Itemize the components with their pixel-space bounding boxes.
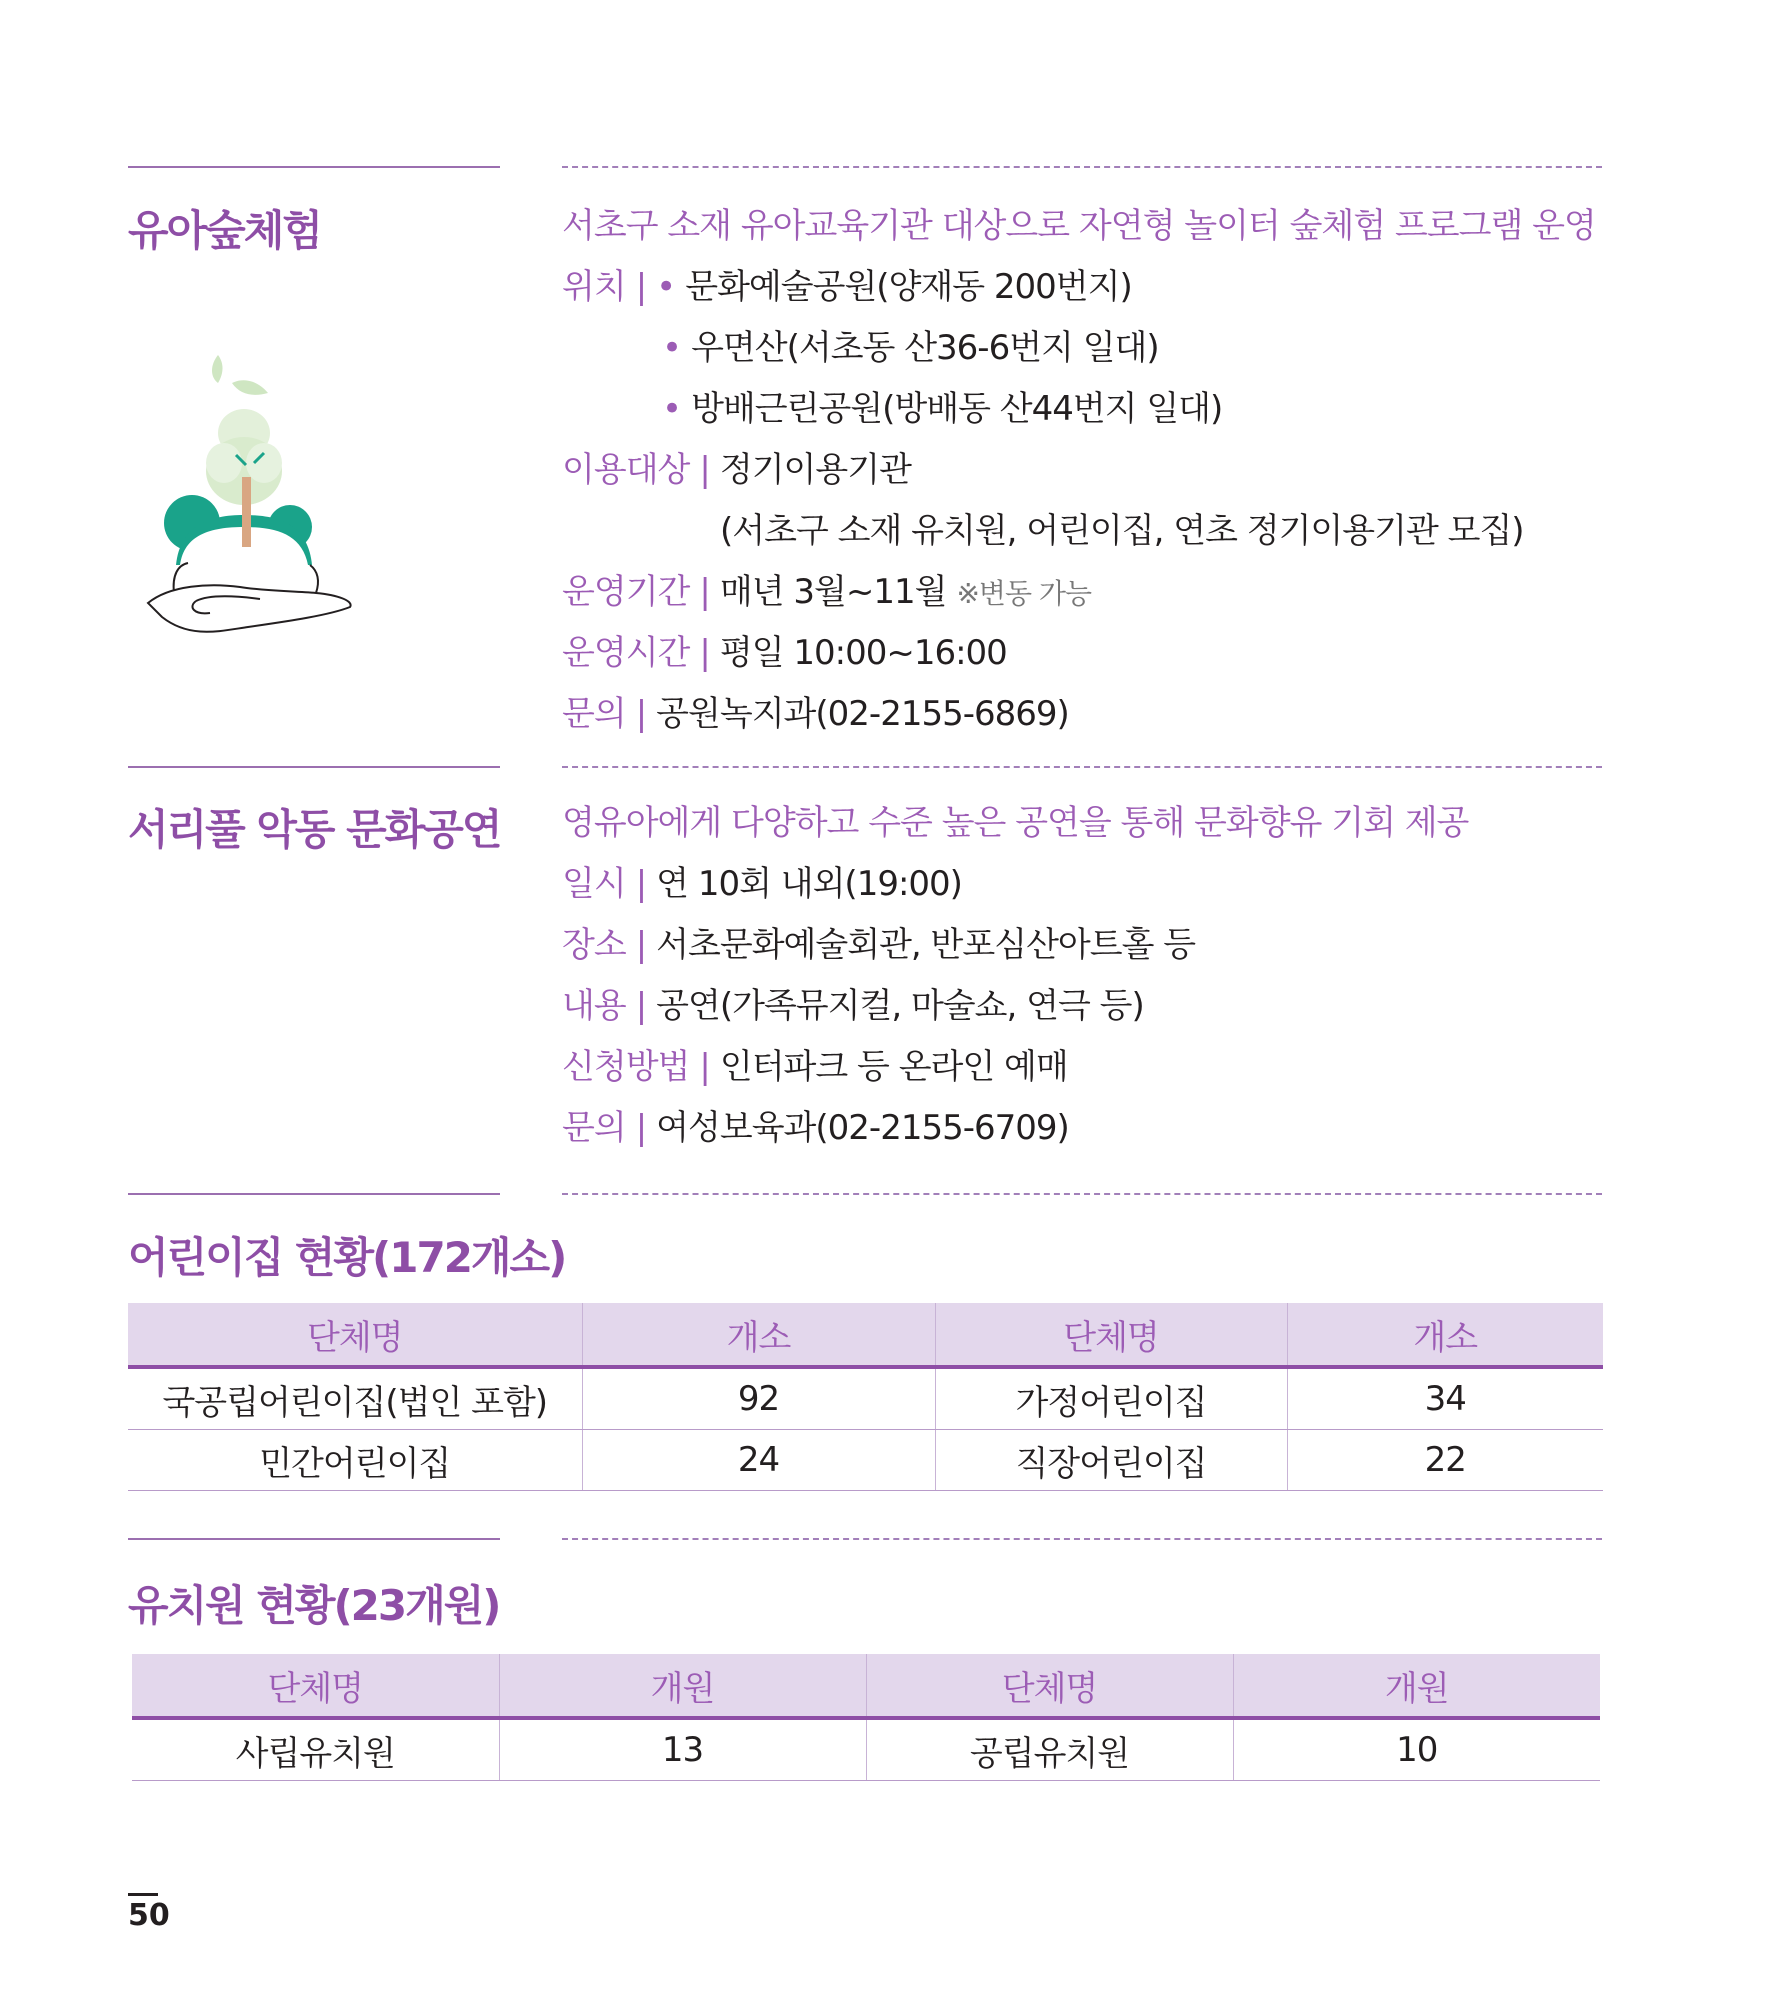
table-cell: 국공립어린이집(법인 포함) [128, 1367, 582, 1430]
performance-content [562, 793, 1622, 1159]
column-header: 단체명 [128, 1303, 582, 1367]
table-row [128, 1430, 1603, 1491]
column-header: 단체명 [132, 1654, 499, 1718]
section-title-performance: 서리풀 악동 문화공연 [128, 805, 501, 854]
column-header: 개소 [1287, 1303, 1603, 1367]
field-label: 내용 [562, 986, 626, 1026]
performance-apply-row [562, 1037, 1622, 1098]
column-header: 개원 [499, 1654, 866, 1718]
forest-location-2: 우면산(서초동 산36-6번지 일대) [691, 328, 1159, 368]
table-row [132, 1718, 1600, 1781]
section-divider-left [128, 766, 500, 768]
separator: | [635, 694, 647, 734]
section-divider-right [562, 1193, 1602, 1195]
page-number: 50 [128, 1898, 170, 1933]
forest-target-detail: (서초구 소재 유치원, 어린이집, 연초 정기이용기관 모집) [720, 511, 1524, 551]
column-header: 개원 [1233, 1654, 1600, 1718]
section-divider-right [562, 166, 1602, 168]
table-cell: 가정어린이집 [935, 1367, 1287, 1430]
performance-place: 서초문화예술회관, 반포심산아트홀 등 [656, 925, 1196, 965]
performance-contact-row [562, 1098, 1622, 1159]
bullet-icon: • [656, 267, 676, 307]
table-row [128, 1367, 1603, 1430]
table-header-row [128, 1303, 1603, 1367]
forest-period-note: ※변동 가능 [956, 577, 1091, 610]
separator: | [699, 633, 710, 673]
performance-date-row [562, 854, 1622, 915]
table-cell: 34 [1287, 1367, 1603, 1430]
forest-location-row [562, 379, 1622, 440]
table-cell: 민간어린이집 [128, 1430, 582, 1491]
table-cell: 사립유치원 [132, 1718, 499, 1781]
table-cell: 22 [1287, 1430, 1603, 1491]
daycare-table [128, 1303, 1603, 1491]
field-label: 신청방법 [562, 1047, 690, 1087]
forest-content [562, 196, 1622, 745]
bullet-icon: • [662, 328, 682, 368]
separator: | [635, 925, 647, 965]
performance-content-row [562, 976, 1622, 1037]
field-label: 운영기간 [562, 572, 690, 612]
field-label: 운영시간 [562, 633, 690, 673]
table-cell: 직장어린이집 [935, 1430, 1287, 1491]
bullet-icon: • [662, 389, 682, 429]
field-label: 문의 [562, 694, 626, 734]
performance-lead: 영유아에게 다양하고 수준 높은 공연을 통해 문화향유 기회 제공 [562, 803, 1469, 843]
page-number-bar [128, 1893, 158, 1896]
forest-contact-row [562, 684, 1622, 745]
tree-in-hand-illustration [140, 345, 370, 675]
forest-location-row [562, 257, 1622, 318]
section-title-kindergarten: 유치원 현황(23개원) [128, 1581, 500, 1630]
table-cell: 92 [582, 1367, 935, 1430]
forest-location-row [562, 318, 1622, 379]
table-cell: 24 [582, 1430, 935, 1491]
field-label: 장소 [562, 925, 626, 965]
section-divider-left [128, 1538, 500, 1540]
forest-location-1: 문화예술공원(양재동 200번지) [685, 267, 1132, 307]
section-divider-right [562, 1538, 1602, 1540]
forest-target: 정기이용기관 [719, 450, 911, 490]
forest-period-row [562, 562, 1622, 623]
performance-contact: 여성보육과(02-2155-6709) [656, 1108, 1069, 1148]
column-header: 개소 [582, 1303, 935, 1367]
performance-date: 연 10회 내외(19:00) [656, 864, 962, 904]
performance-apply: 인터파크 등 온라인 예매 [719, 1047, 1068, 1087]
separator: | [635, 1108, 647, 1148]
forest-lead: 서초구 소재 유아교육기관 대상으로 자연형 놀이터 숲체험 프로그램 운영 [562, 206, 1596, 246]
kindergarten-table [132, 1654, 1600, 1781]
section-divider-left [128, 166, 500, 168]
column-header: 단체명 [935, 1303, 1287, 1367]
section-divider-right [562, 766, 1602, 768]
forest-hours: 평일 10:00~16:00 [719, 633, 1007, 673]
separator: | [699, 572, 710, 612]
table-cell: 13 [499, 1718, 866, 1781]
field-label: 문의 [562, 1108, 626, 1148]
performance-detail: 공연(가족뮤지컬, 마술쇼, 연극 등) [656, 986, 1144, 1026]
separator: | [635, 267, 647, 307]
separator: | [635, 986, 647, 1026]
separator: | [635, 864, 647, 904]
forest-hours-row [562, 623, 1622, 684]
table-cell: 10 [1233, 1718, 1600, 1781]
field-label: 이용대상 [562, 450, 690, 490]
separator: | [699, 450, 710, 490]
forest-target-row [562, 440, 1622, 501]
section-title-daycare: 어린이집 현황(172개소) [128, 1233, 566, 1282]
performance-place-row [562, 915, 1622, 976]
section-title-forest: 유아숲체험 [128, 206, 321, 255]
column-header: 단체명 [866, 1654, 1233, 1718]
forest-location-3: 방배근린공원(방배동 산44번지 일대) [691, 389, 1223, 429]
leaf-icon [212, 355, 223, 383]
separator: | [699, 1047, 710, 1087]
field-label: 위치 [562, 267, 626, 307]
table-header-row [132, 1654, 1600, 1718]
forest-contact: 공원녹지과(02-2155-6869) [656, 694, 1069, 734]
section-divider-left [128, 1193, 500, 1195]
field-label: 일시 [562, 864, 626, 904]
leaf-icon [232, 380, 268, 395]
forest-period: 매년 3월~11월 [719, 572, 947, 612]
table-cell: 공립유치원 [866, 1718, 1233, 1781]
